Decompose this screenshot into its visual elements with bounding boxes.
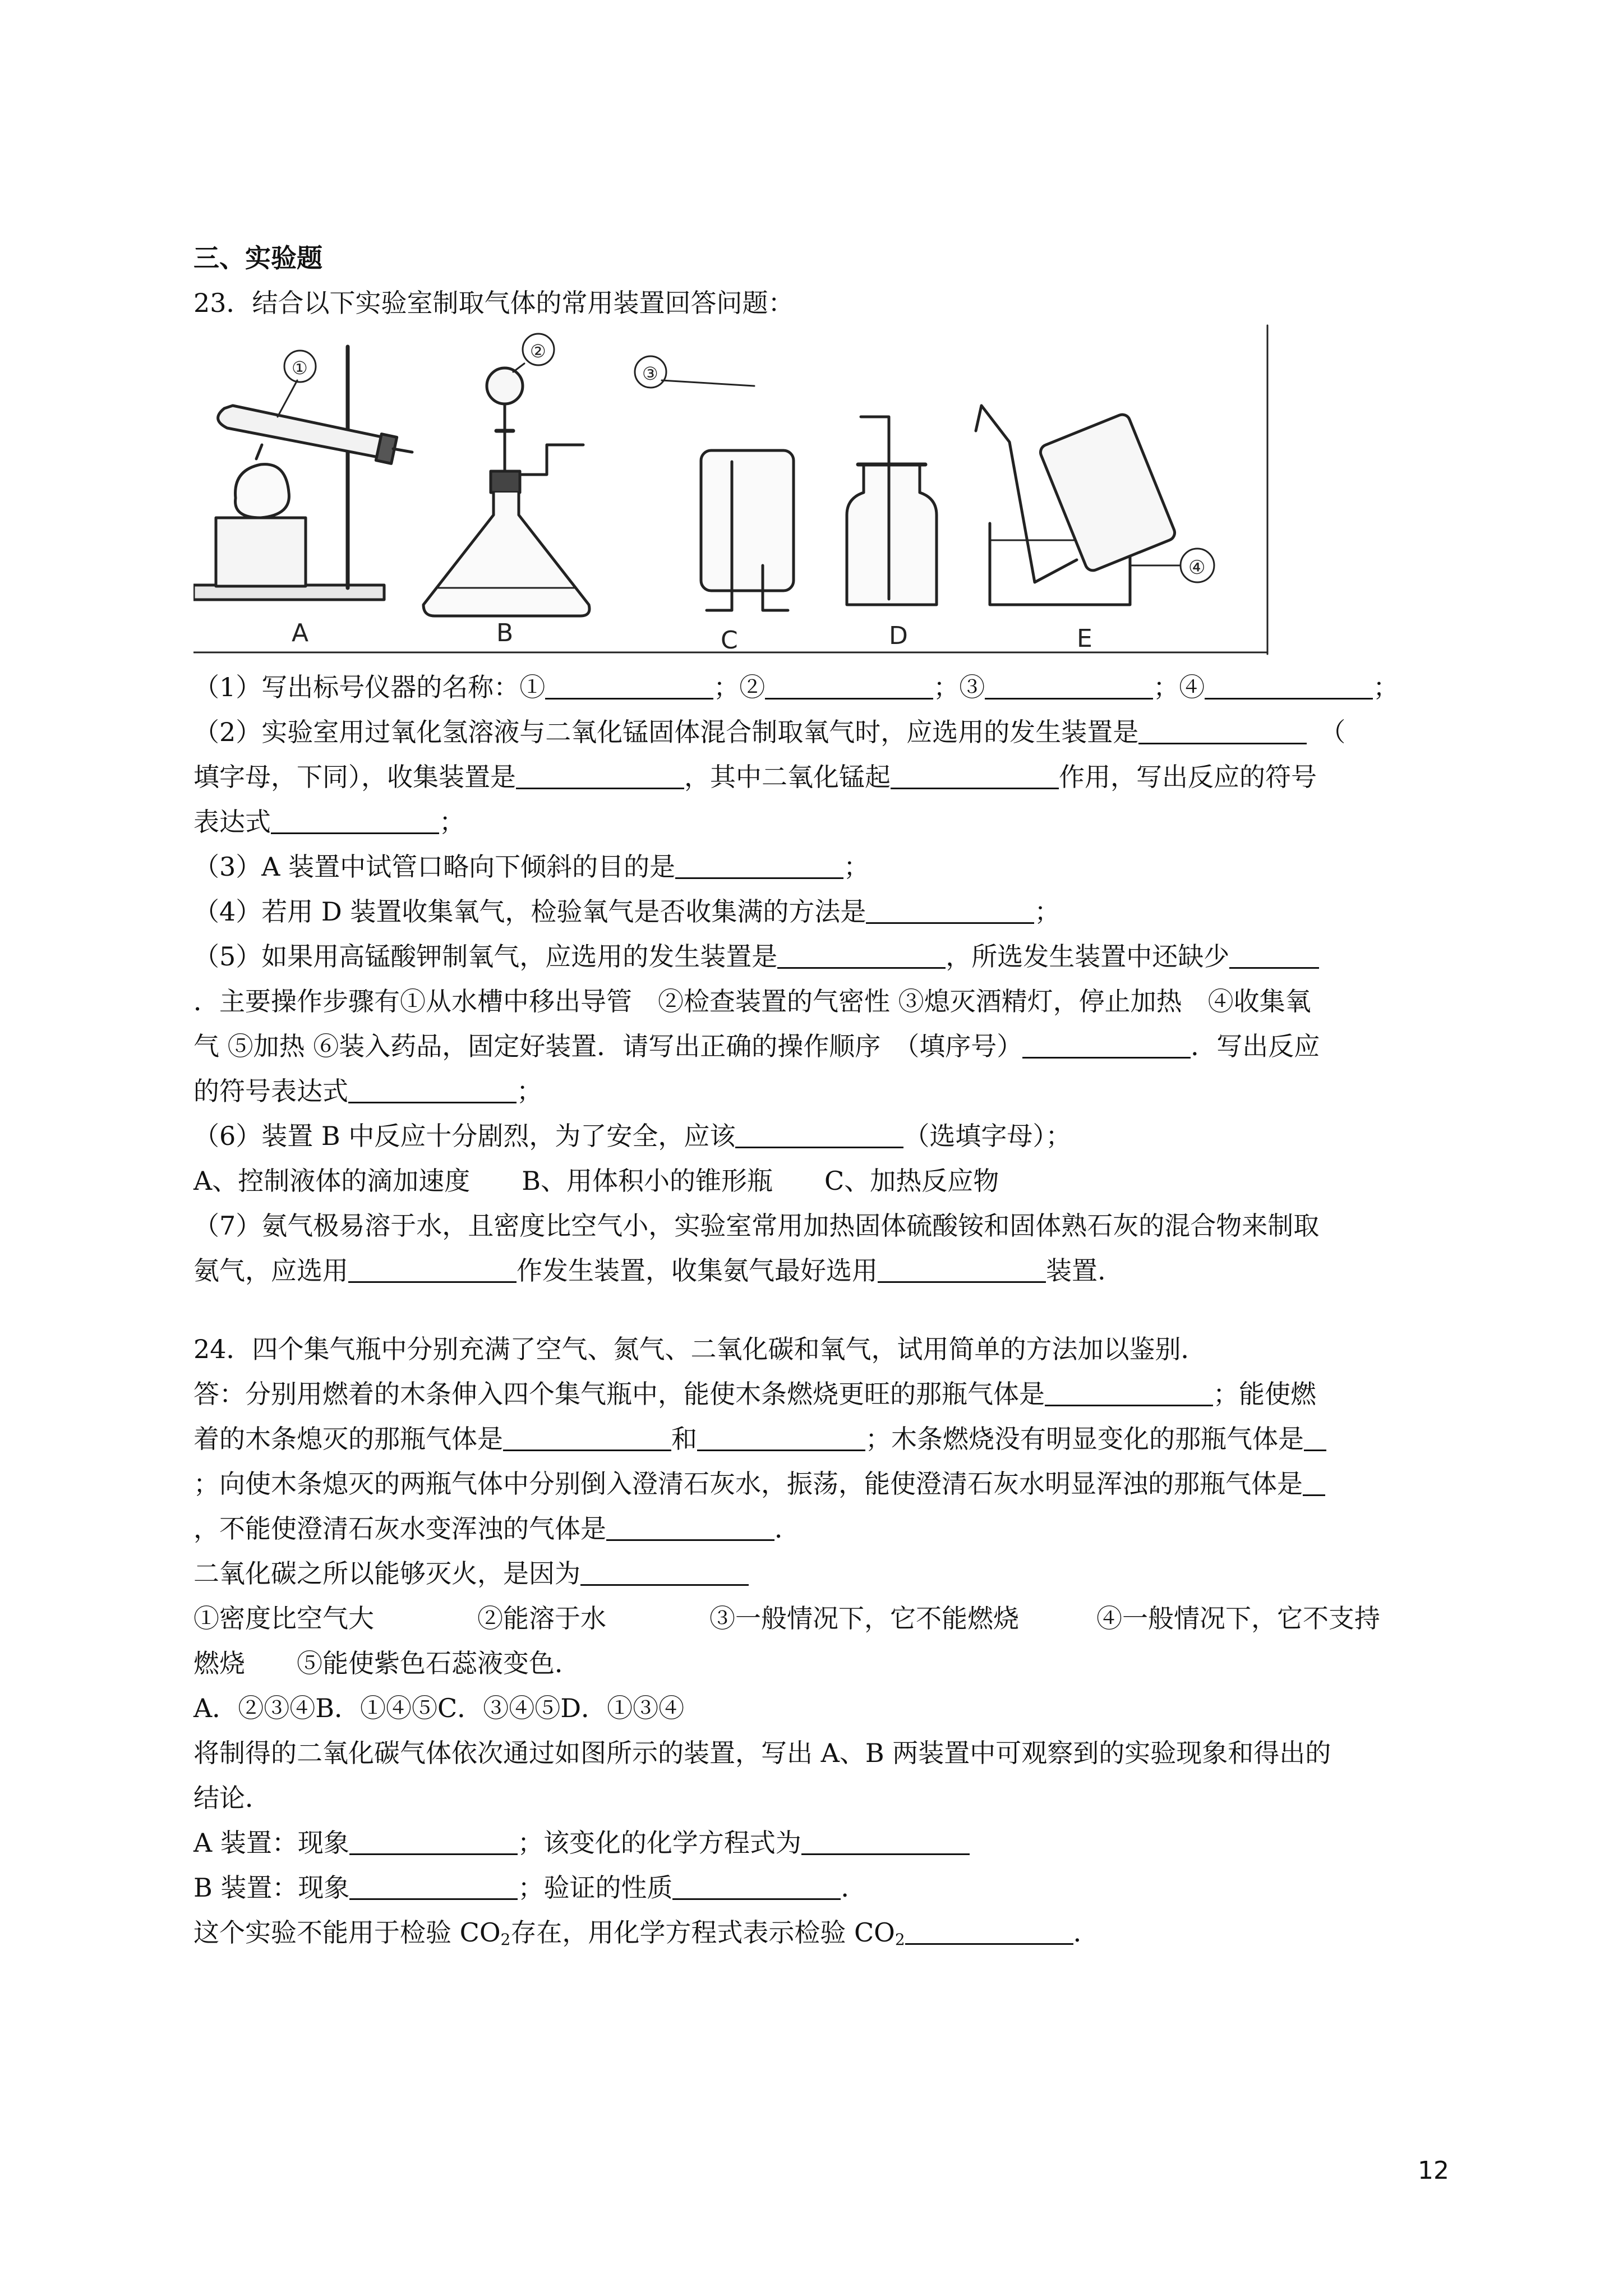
answer-blank[interactable] bbox=[349, 1872, 518, 1900]
q24-line2: 着的木条熄灭的那瓶气体是 和 ；木条燃烧没有明显变化的那瓶气体是 bbox=[193, 1422, 1326, 1456]
answer-blank[interactable] bbox=[735, 1121, 903, 1148]
answer-blank[interactable] bbox=[1303, 1469, 1325, 1496]
answer-blank[interactable] bbox=[1138, 717, 1307, 744]
q24-line9: 将制得的二氧化碳气体依次通过如图所示的装置，写出 A、B 两装置中可观察到的实验现象和得出的 bbox=[193, 1738, 1331, 1768]
marker-2-text: ② bbox=[530, 341, 546, 362]
q23-stem: 23．结合以下实验室制取气体的常用装置回答问题： bbox=[193, 288, 794, 318]
answer-blank[interactable] bbox=[545, 672, 713, 700]
q23-part4: （4）若用 D 装置收集氧气，检验氧气是否收集满的方法是 ； bbox=[193, 896, 1061, 927]
answer-blank[interactable] bbox=[672, 1872, 841, 1900]
delivery-tube bbox=[520, 445, 583, 475]
apparatus-figure bbox=[193, 324, 1270, 655]
answer-blank[interactable] bbox=[1229, 941, 1319, 969]
q23-part5-line3: 气 ⑤加热 ⑥装入药品，固定好装置．请写出正确的操作顺序 （填序号） ．写出反应 bbox=[193, 1031, 1320, 1061]
bottle-C bbox=[701, 450, 794, 591]
q23-part1: （1）写出标号仪器的名称：① ；② ；③ ；④ ； bbox=[193, 672, 1399, 702]
label-B: B bbox=[496, 619, 514, 647]
tube-outlet bbox=[393, 449, 412, 452]
conical-flask bbox=[423, 493, 589, 616]
q24-line13: 这个实验不能用于检验 $CO_2$存在，用化学方程式表示检验 $CO_2$ ． bbox=[193, 1917, 1099, 1949]
answer-blank[interactable] bbox=[697, 1424, 865, 1451]
answer-blank[interactable] bbox=[1304, 1424, 1326, 1451]
q24-line10: 结论． bbox=[193, 1783, 271, 1813]
alcohol-lamp bbox=[236, 464, 289, 518]
label-E: E bbox=[1077, 624, 1092, 653]
apparatus-D bbox=[847, 417, 937, 605]
answer-blank[interactable] bbox=[675, 852, 843, 879]
answer-blank[interactable] bbox=[606, 1513, 774, 1541]
answer-blank[interactable] bbox=[348, 1076, 517, 1103]
label-D: D bbox=[889, 622, 908, 650]
q24-line4: ，不能使澄清石灰水变浑浊的气体是 ． bbox=[193, 1513, 800, 1544]
q23-part5-line1: （5）如果用高锰酸钾制氧气，应选用的发生装置是 ，所选发生装置中还缺少 bbox=[193, 940, 1319, 973]
q24-line7: 燃烧 ⑤能使紫色石蕊液变色． bbox=[193, 1648, 580, 1678]
answer-blank[interactable] bbox=[985, 672, 1153, 700]
q23-part2-line3: 表达式 ； bbox=[193, 807, 465, 837]
apparatus-A bbox=[193, 347, 412, 600]
q24-line3: ；向使木条熄灭的两瓶气体中分别倒入澄清石灰水，振荡，能使澄清石灰水明显浑浊的那瓶气体是 bbox=[193, 1467, 1325, 1501]
funnel-bulb bbox=[487, 368, 523, 404]
inverted-bottle bbox=[1038, 412, 1177, 573]
test-tube bbox=[218, 406, 393, 459]
q23-part3: （3）A 装置中试管口略向下倾斜的目的是 ； bbox=[193, 852, 870, 882]
answer-blank[interactable] bbox=[801, 1828, 970, 1855]
q23-part6: （6）装置 B 中反应十分剧烈，为了安全，应该 （选填字母）； bbox=[193, 1121, 1072, 1151]
marker-4-text: ④ bbox=[1188, 556, 1206, 579]
q23-part7-line1: （7）氨气极易溶于水，且密度比空气小，实验室常用加热固体硫酸铵和固体熟石灰的混合物来制取 bbox=[193, 1211, 1320, 1241]
answer-blank[interactable] bbox=[1045, 1379, 1213, 1406]
q24-line8: A．②③④B．①④⑤C．③④⑤D．①③④ bbox=[193, 1693, 685, 1723]
answer-blank[interactable] bbox=[348, 1255, 517, 1283]
q23-part5-line4: 的符号表达式 ； bbox=[193, 1076, 542, 1106]
answer-blank[interactable] bbox=[765, 672, 933, 700]
q23-part2-line1: （2）实验室用过氧化氢溶液与二氧化锰固体混合制取氧气时，应选用的发生装置是 （ bbox=[193, 717, 1346, 747]
answer-blank[interactable] bbox=[891, 762, 1059, 789]
section-title: 三、实验题 bbox=[193, 243, 322, 273]
answer-blank[interactable] bbox=[878, 1255, 1046, 1283]
q24-line6: ①密度比空气大 ②能溶于水 ③一般情况下，它不能燃烧 ④一般情况下，它不支持 bbox=[193, 1603, 1380, 1634]
answer-blank[interactable] bbox=[271, 807, 439, 834]
marker-1-leader bbox=[278, 380, 297, 417]
answer-blank[interactable] bbox=[516, 762, 684, 789]
q24-line11: A 装置：现象 ；该变化的化学方程式为 bbox=[193, 1826, 970, 1860]
q23-part5-line2: ．主要操作步骤有①从水槽中移出导管 ②检查装置的气密性 ③熄灭酒精灯，停止加热 ④收集氧 bbox=[193, 986, 1311, 1016]
answer-blank[interactable] bbox=[580, 1558, 749, 1586]
answer-blank[interactable] bbox=[905, 1917, 1073, 1945]
apparatus-E bbox=[976, 406, 1214, 605]
apparatus-B bbox=[423, 334, 589, 616]
marker-3-leader bbox=[662, 380, 754, 386]
apparatus-C bbox=[635, 356, 794, 610]
page-number: 12 bbox=[1418, 2156, 1449, 2185]
marker-3-text: ③ bbox=[642, 363, 658, 384]
answer-blank[interactable] bbox=[1022, 1031, 1191, 1059]
q24-line5: 二氧化碳之所以能够灭火，是因为 bbox=[193, 1557, 749, 1590]
label-A: A bbox=[292, 619, 309, 647]
answer-blank[interactable] bbox=[349, 1828, 518, 1855]
q24-line12: B 装置：现象 ；验证的性质 ． bbox=[193, 1872, 867, 1903]
q24-line1: 答：分别用燃着的木条伸入四个集气瓶中，能使木条燃烧更旺的那瓶气体是 ；能使燃 bbox=[193, 1379, 1316, 1409]
q23-part7-line2: 氨气，应选用 作发生装置，收集氨气最好选用 装置. bbox=[193, 1255, 1106, 1286]
label-C: C bbox=[721, 626, 738, 655]
lamp-wick bbox=[256, 445, 262, 459]
q24-stem: 24．四个集气瓶中分别充满了空气、氮气、二氧化碳和氧气，试用简单的方法加以鉴别． bbox=[193, 1334, 1207, 1364]
answer-blank[interactable] bbox=[503, 1424, 671, 1451]
answer-blank[interactable] bbox=[866, 896, 1034, 924]
answer-blank[interactable] bbox=[777, 941, 946, 969]
q23-part2-line2: 填字母，下同），收集装置是 ，其中二氧化锰起 作用，写出反应的符号 bbox=[193, 762, 1317, 792]
bottle-D bbox=[847, 464, 937, 605]
flask-stopper bbox=[491, 471, 520, 493]
q23-part6-options: A、控制液体的滴加速度 B、用体积小的锥形瓶 C、加热反应物 bbox=[193, 1166, 999, 1196]
wooden-block bbox=[216, 518, 306, 586]
marker-2-leader bbox=[513, 364, 524, 372]
answer-blank[interactable] bbox=[1205, 672, 1373, 700]
marker-1-text: ① bbox=[292, 357, 308, 379]
